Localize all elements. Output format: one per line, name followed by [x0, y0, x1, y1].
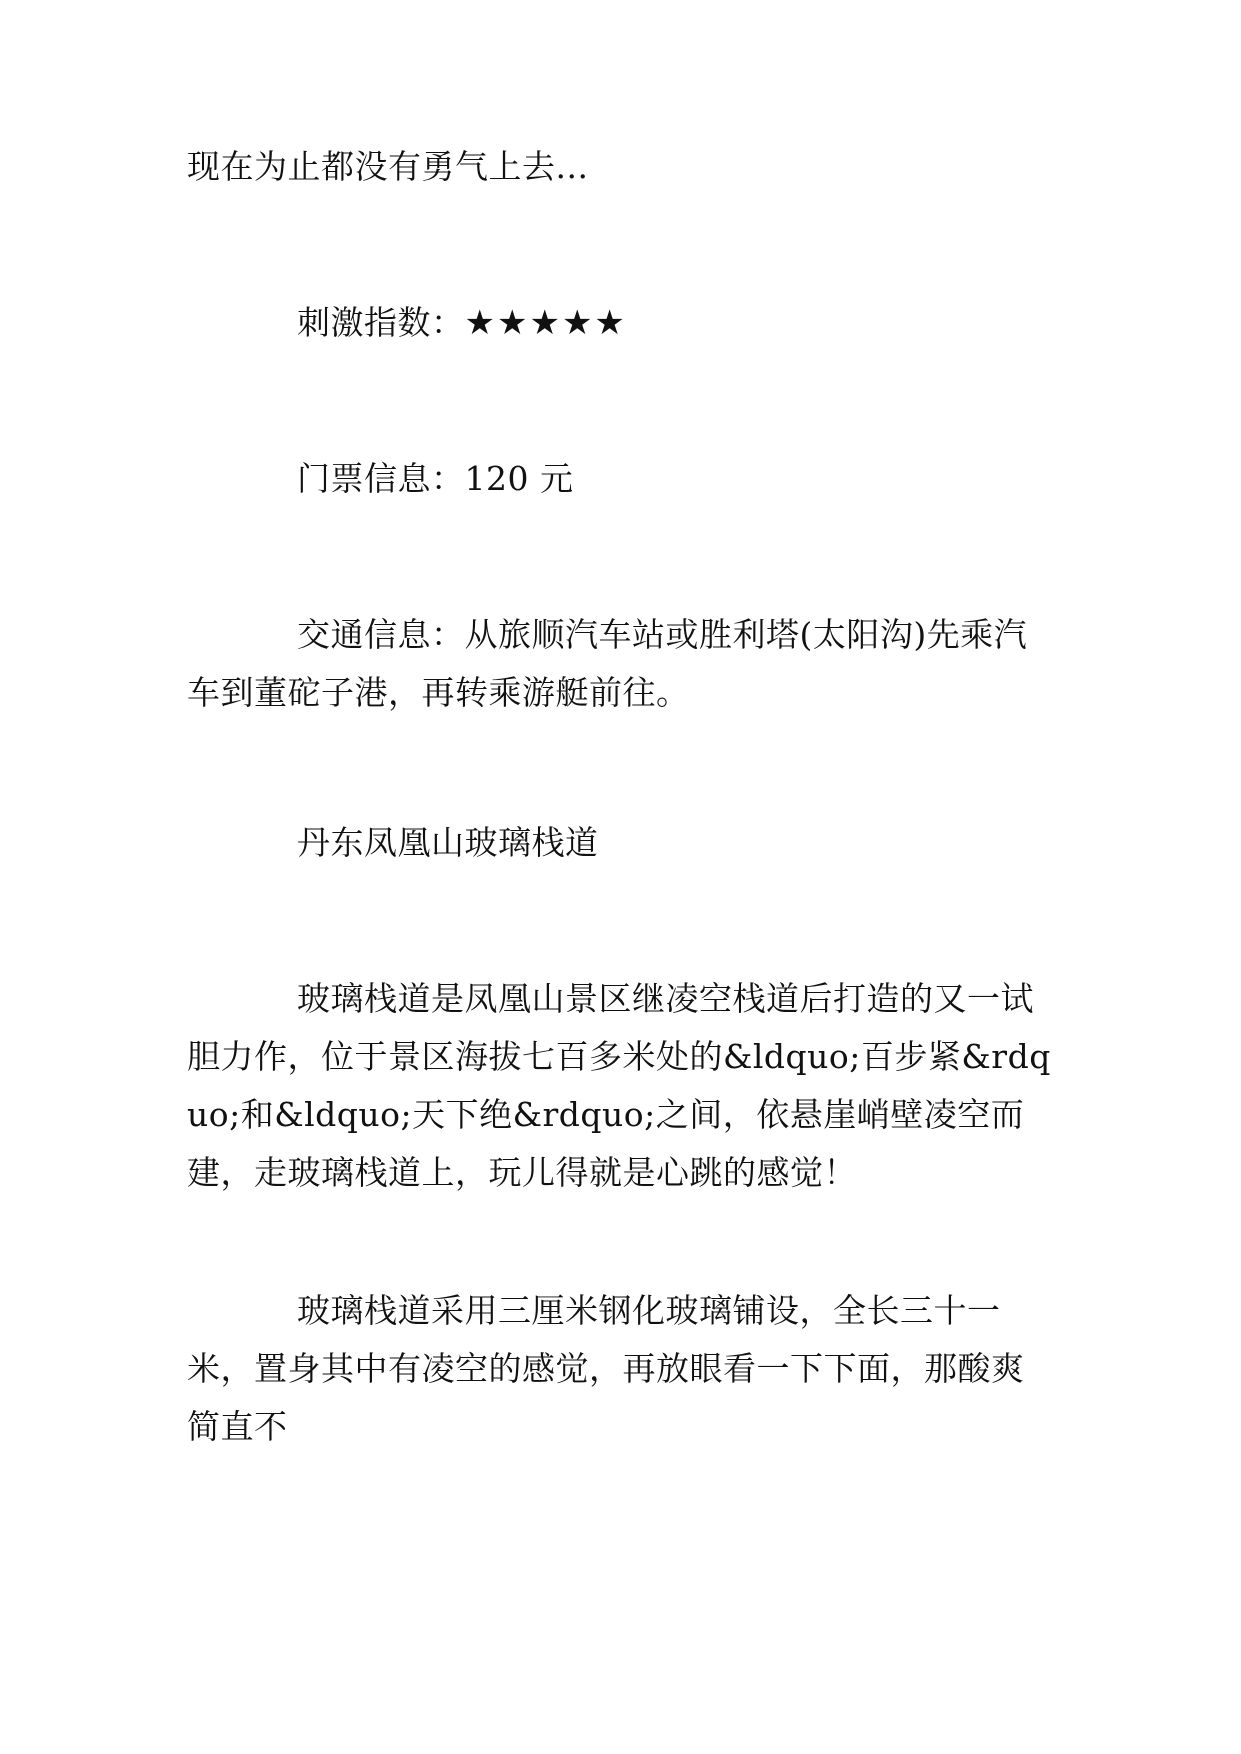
- paragraph-glass-walkway-details: 玻璃栈道采用三厘米钢化玻璃铺设，全长三十一米，置身其中有凌空的感觉，再放眼看一下下面，那酸爽简直不: [187, 1291, 1025, 1446]
- paragraph-thrill-rating: [187, 294, 1057, 352]
- paragraph-transport-info: 交通信息：从旅顺汽车站或胜利塔(太阳沟)先乘汽车到董砣子港，再转乘游艇前往。: [187, 615, 1028, 712]
- section-heading-glass-walkway: 丹东凤凰山玻璃栈道: [297, 823, 599, 862]
- star-rating-icon: ★★★★★: [464, 303, 627, 343]
- paragraph-continuation: 现在为止都没有勇气上去...: [187, 147, 589, 186]
- thrill-rating-label: 刺激指数：: [297, 303, 465, 342]
- paragraph-ticket-info: 门票信息：120 元: [297, 459, 574, 498]
- paragraph-glass-walkway-intro: 玻璃栈道是凤凰山景区继凌空栈道后打造的又一试胆力作，位于景区海拔七百多米处的&ldquo;百步紧&rdquo;和&ldquo;天下绝&rdquo;之间，依悬崖峭壁凌空而建，走玻璃栈道上，玩儿得就是心跳的感觉！: [187, 979, 1051, 1192]
